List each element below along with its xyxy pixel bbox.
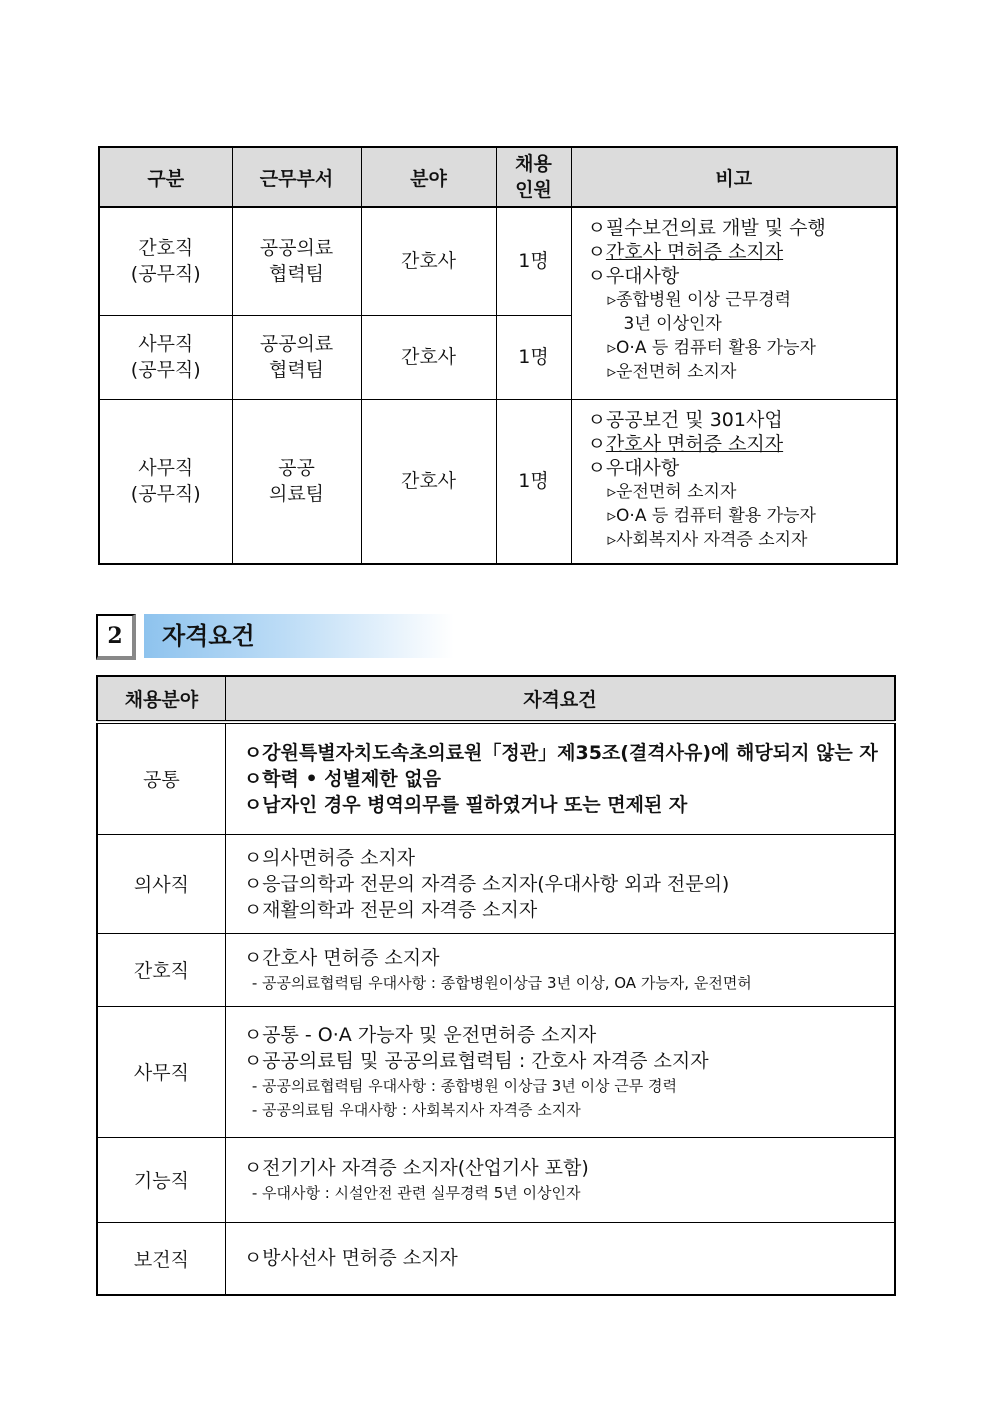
requirement-note: - 공공의료협력팀 우대사항 : 종합병원 이상급 3년 이상 근무 경력 <box>251 1076 677 1095</box>
department-line2: 협력팀 <box>268 359 325 381</box>
header-category: 구분 <box>99 147 232 207</box>
table-row <box>97 1137 895 1222</box>
row-requirements <box>225 933 895 1006</box>
requirement-line: ㅇ학력 • 성별제한 없음 <box>243 767 441 790</box>
remarks-cell <box>571 207 897 399</box>
requirement-line: ㅇ간호사 면허증 소지자 <box>243 946 440 969</box>
requirement-note: - 우대사항 : 시설안전 관련 실무경력 5년 이상인자 <box>251 1183 581 1202</box>
header-field: 분야 <box>361 147 496 207</box>
row-requirements <box>225 1006 895 1137</box>
table-row <box>97 1222 895 1295</box>
requirement-line: ㅇ응급의학과 전문의 자격증 소지자(우대사항 외과 전문의) <box>243 872 730 895</box>
table-row <box>99 399 897 564</box>
row-field: 간호사 <box>361 399 496 564</box>
table-header-row <box>97 676 895 722</box>
row-label: 보건직 <box>97 1222 225 1295</box>
qualification-table <box>96 675 896 1296</box>
row-department <box>232 399 361 564</box>
department-line2: 의료팀 <box>268 483 325 506</box>
requirement-line: ㅇ방사선사 면허증 소지자 <box>243 1247 458 1270</box>
recruitment-table <box>98 146 898 565</box>
remark-line: ㅇ우대사항 <box>587 265 680 287</box>
category-line1: 사무직 <box>138 333 194 355</box>
remark-line-license <box>588 432 897 456</box>
department-line1: 공공의료 <box>259 237 334 260</box>
remarks-cell <box>571 399 897 564</box>
category-line2: (공무직) <box>130 263 201 286</box>
row-label: 간호직 <box>97 933 225 1006</box>
row-requirements <box>225 1222 895 1295</box>
row-label: 의사직 <box>97 834 225 933</box>
remark-line: ㅇ공공보건 및 301사업 <box>587 408 783 431</box>
department-line1: 공공 <box>278 457 315 480</box>
remark-sub: ▹운전면허 소지자 <box>607 362 737 382</box>
remark-sub: ▹O·A 등 컴퓨터 활용 가능자 <box>607 338 816 358</box>
category-line2: (공무직) <box>130 359 201 381</box>
row-label: 공통 <box>97 722 225 834</box>
row-label: 사무직 <box>97 1006 225 1137</box>
requirement-line: ㅇ남자인 경우 병역의무를 필하였거나 또는 면제된 자 <box>243 793 688 816</box>
header-count-line1: 채용 <box>515 153 552 175</box>
bullet: ㅇ <box>587 432 606 455</box>
header-remarks: 비고 <box>571 147 897 207</box>
requirement-line: ㅇ전기기사 자격증 소지자(산업기사 포함) <box>243 1156 589 1179</box>
department-line2: 협력팀 <box>268 263 325 286</box>
remark-line: ㅇ필수보건의료 개발 및 수행 <box>587 217 826 239</box>
table-row <box>97 1006 895 1137</box>
header-field: 채용분야 <box>97 676 225 722</box>
header-requirements: 자격요건 <box>225 676 895 722</box>
license-text: 간호사 면허증 소지자 <box>605 432 784 455</box>
row-category <box>99 399 232 564</box>
remark-line: ㅇ우대사항 <box>587 456 680 479</box>
row-field: 간호사 <box>361 315 496 399</box>
header-department: 근무부서 <box>232 147 361 207</box>
category-line1: 사무직 <box>138 457 194 480</box>
table-row <box>99 207 897 315</box>
requirement-note: - 공공의료팀 우대사항 : 사회복지사 자격증 소지자 <box>251 1100 581 1119</box>
row-department <box>232 315 361 399</box>
row-requirements <box>225 1137 895 1222</box>
license-text: 간호사 면허증 소지자 <box>605 241 784 263</box>
row-category <box>99 207 232 315</box>
row-count: 1명 <box>496 315 571 399</box>
row-field: 간호사 <box>361 207 496 315</box>
requirement-line: ㅇ강원특별자치도속초의료원「정관」제35조(결격사유)에 해당되지 않는 자 <box>243 741 878 764</box>
section-number: 2 <box>96 614 136 660</box>
section-title: 자격요건 <box>162 622 255 650</box>
requirement-line: ㅇ공통 - O·A 가능자 및 운전면허증 소지자 <box>243 1023 597 1046</box>
row-requirements <box>225 722 895 834</box>
requirement-note: - 공공의료협력팀 우대사항 : 종합병원이상급 3년 이상, OA 가능자, 운전면허 <box>251 973 752 992</box>
remark-sub: ▹종합병원 이상 근무경력 <box>607 290 792 310</box>
header-count <box>496 147 571 207</box>
table-row <box>97 722 895 834</box>
remark-sub-continued: 3년 이상인자 <box>623 314 722 334</box>
row-count: 1명 <box>496 399 571 564</box>
department-line1: 공공의료 <box>259 333 334 355</box>
remark-sub: ▹사회복지사 자격증 소지자 <box>607 529 808 550</box>
bullet: ㅇ <box>587 241 606 263</box>
row-count: 1명 <box>496 207 571 315</box>
category-line2: (공무직) <box>130 483 201 506</box>
requirement-line: ㅇ공공의료팀 및 공공의료협력팀 : 간호사 자격증 소지자 <box>243 1049 709 1072</box>
table-row <box>97 933 895 1006</box>
remark-line-license <box>588 240 897 264</box>
row-department <box>232 207 361 315</box>
remark-sub: ▹운전면허 소지자 <box>607 481 737 502</box>
requirement-line: ㅇ의사면허증 소지자 <box>243 846 416 869</box>
row-label: 기능직 <box>97 1137 225 1222</box>
section-heading <box>96 614 456 660</box>
table-row <box>97 834 895 933</box>
table-header-row <box>99 147 897 207</box>
remark-sub: ▹O·A 등 컴퓨터 활용 가능자 <box>607 505 816 526</box>
requirement-line: ㅇ재활의학과 전문의 자격증 소지자 <box>243 898 538 921</box>
row-requirements <box>225 834 895 933</box>
category-line1: 간호직 <box>138 237 194 260</box>
header-count-line2: 인원 <box>515 179 552 201</box>
row-category <box>99 315 232 399</box>
